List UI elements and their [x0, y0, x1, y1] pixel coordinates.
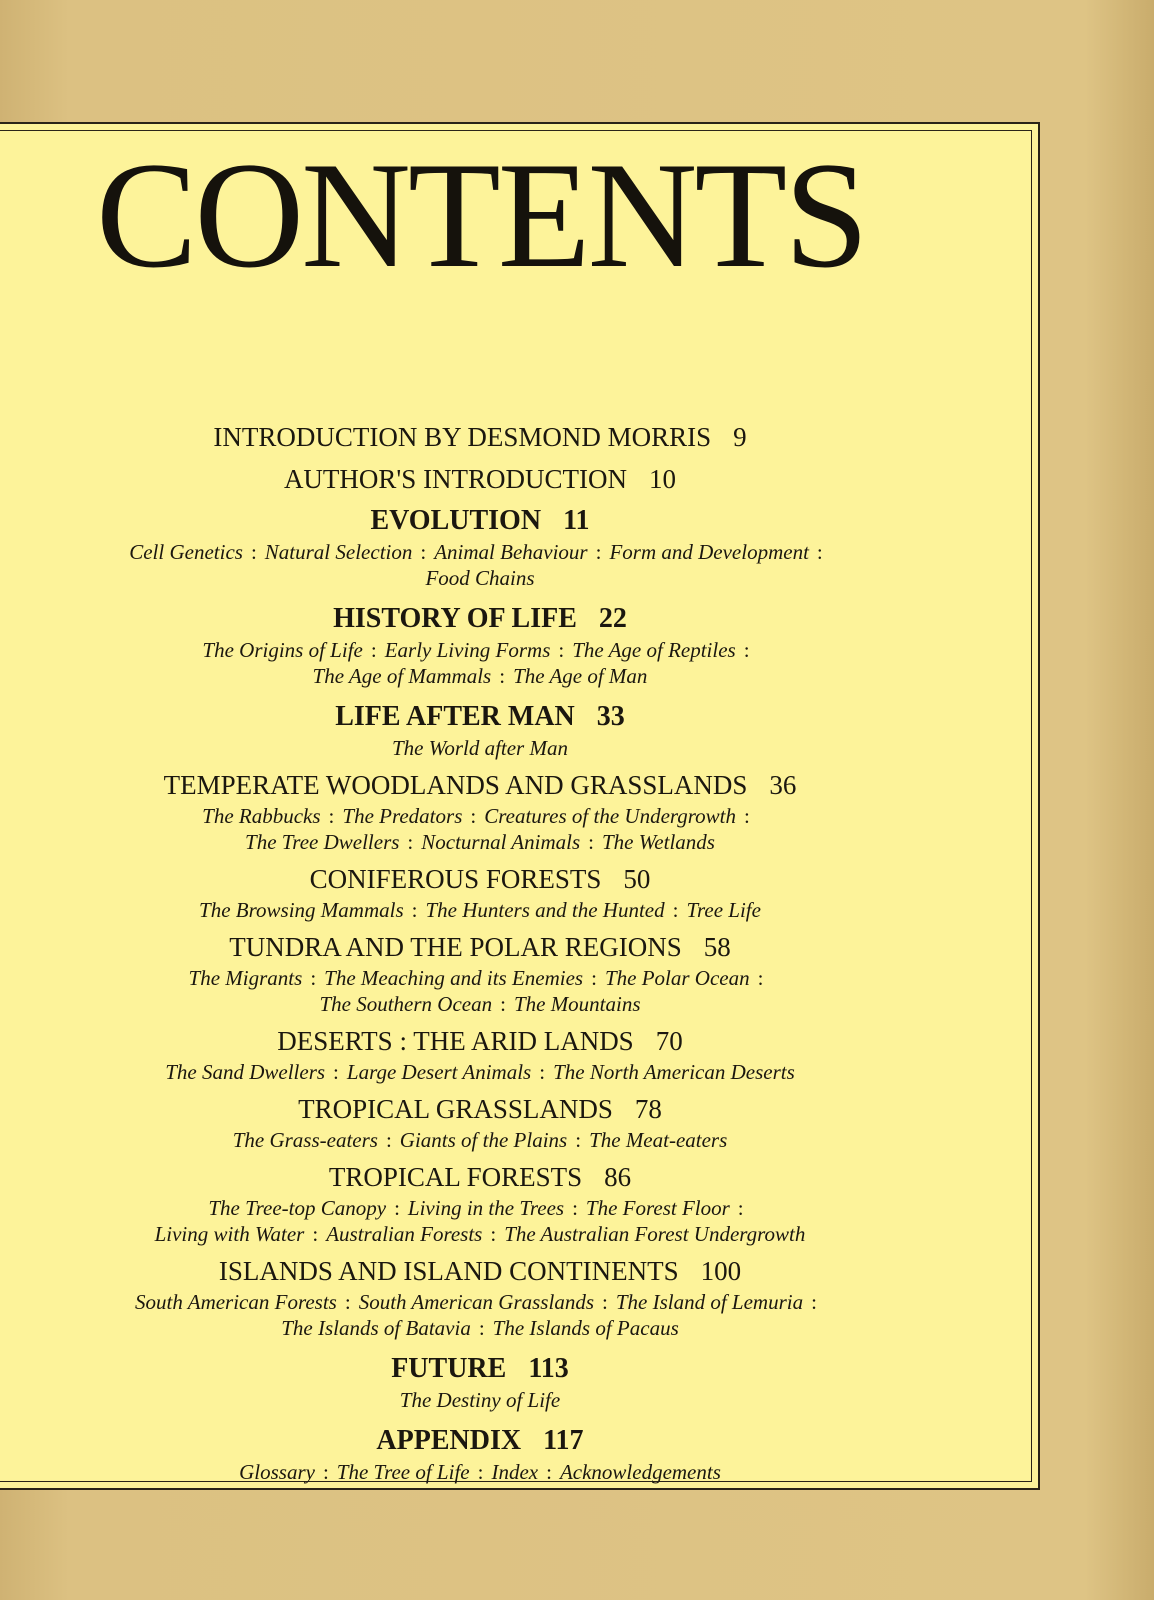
entry-subtopics	[100, 991, 860, 1017]
toc-entry-author-intro[interactable]	[100, 461, 860, 497]
entry-title: AUTHOR'S INTRODUCTION	[283, 464, 628, 494]
entry-subtopics	[100, 539, 860, 565]
entry-page: 36	[769, 770, 797, 800]
separator: :	[572, 1196, 578, 1220]
entry-subtopics	[100, 1195, 860, 1221]
separator: :	[744, 804, 750, 828]
separator: :	[575, 1128, 582, 1152]
entry-title: ISLANDS AND ISLAND CONTINENTS	[218, 1256, 679, 1286]
entry-page: 70	[655, 1026, 683, 1056]
entry-subtopics	[100, 1221, 860, 1247]
page-title: CONTENTS	[96, 131, 866, 299]
entry-subtopics	[100, 897, 860, 923]
entry-subtopics	[100, 1127, 860, 1153]
separator: :	[411, 898, 418, 922]
subtopic: Form and Development	[609, 540, 809, 564]
separator: :	[385, 1128, 392, 1152]
subtopic: Giants of the Plains	[399, 1128, 568, 1152]
separator: :	[546, 1460, 552, 1484]
toc-entry-deserts[interactable]	[100, 1023, 860, 1059]
subtopic: The Islands of Pacaus	[492, 1316, 679, 1340]
subtopic: The Wetlands	[601, 830, 715, 854]
separator: :	[558, 638, 565, 662]
entry-subtopics	[100, 965, 860, 991]
entry-subtopics	[100, 565, 860, 591]
toc-entry-appendix[interactable]	[100, 1423, 860, 1459]
subtopic: Cell Genetics	[129, 540, 243, 564]
separator: :	[394, 1196, 400, 1220]
subtopic: The Tree-top Canopy	[208, 1196, 387, 1220]
separator: :	[816, 540, 823, 564]
subtopic: The Tree Dwellers	[245, 830, 400, 854]
subtopic: Early Living Forms	[384, 638, 551, 662]
entry-page: 10	[649, 464, 677, 494]
subtopic: Large Desert Animals	[346, 1060, 532, 1084]
subtopic: Food Chains	[425, 566, 535, 590]
toc-entry-temperate[interactable]	[100, 767, 860, 803]
entry-subtopics	[100, 1059, 860, 1085]
contents-panel	[0, 122, 1040, 1490]
toc-entry-islands[interactable]	[100, 1253, 860, 1289]
entry-subtopics	[100, 1315, 860, 1341]
entry-page: 117	[543, 1425, 584, 1456]
subtopic: The World after Man	[392, 736, 568, 760]
entry-title: TEMPERATE WOODLANDS AND GRASSLANDS	[163, 770, 748, 800]
subtopic: The Tree of Life	[336, 1460, 470, 1484]
entry-title: APPENDIX	[376, 1425, 522, 1456]
separator: :	[490, 1222, 497, 1246]
subtopic: Index	[491, 1460, 539, 1484]
separator: :	[312, 1222, 319, 1246]
separator: :	[500, 992, 506, 1016]
subtopic: The Meat-eaters	[589, 1128, 728, 1152]
entry-page: 11	[563, 505, 590, 536]
entry-subtopics	[100, 829, 860, 855]
separator: :	[407, 830, 414, 854]
subtopic: South American Forests	[135, 1290, 337, 1314]
toc-entry-intro-morris[interactable]	[100, 419, 860, 455]
entry-page: 100	[700, 1256, 742, 1286]
separator: :	[602, 1290, 608, 1314]
subtopic: The North American Deserts	[553, 1060, 795, 1084]
subtopic: The Sand Dwellers	[165, 1060, 326, 1084]
separator: :	[370, 638, 377, 662]
entry-title: TUNDRA AND THE POLAR REGIONS	[229, 932, 682, 962]
subtopic: The Age of Mammals	[312, 664, 492, 688]
table-of-contents	[100, 419, 860, 1485]
subtopic: The Forest Floor	[585, 1196, 730, 1220]
subtopic: The Island of Lemuria	[615, 1290, 804, 1314]
entry-subtopics	[100, 1387, 860, 1413]
subtopic: Tree Life	[686, 898, 761, 922]
separator: :	[672, 898, 679, 922]
entry-title: DESERTS : THE ARID LANDS	[277, 1026, 634, 1056]
toc-entry-evolution[interactable]	[100, 503, 860, 539]
separator: :	[250, 540, 257, 564]
entry-title: HISTORY OF LIFE	[333, 603, 577, 634]
subtopic: The Predators	[342, 804, 463, 828]
subtopic: South American Grasslands	[358, 1290, 594, 1314]
entry-page: 78	[634, 1094, 662, 1124]
toc-entry-tundra[interactable]	[100, 929, 860, 965]
entry-title: CONIFEROUS FORESTS	[309, 864, 602, 894]
entry-page: 113	[528, 1353, 569, 1384]
entry-subtopics	[100, 637, 860, 663]
separator: :	[743, 638, 750, 662]
entry-subtopics	[100, 735, 860, 761]
separator: :	[310, 966, 317, 990]
separator: :	[595, 540, 602, 564]
separator: :	[811, 1290, 817, 1314]
entry-page: 50	[623, 864, 651, 894]
subtopic: The Grass-eaters	[232, 1128, 378, 1152]
separator: :	[499, 664, 506, 688]
subtopic: The Age of Man	[513, 664, 648, 688]
subtopic: The Age of Reptiles	[572, 638, 736, 662]
toc-entry-tropical-grasslands[interactable]	[100, 1091, 860, 1127]
separator: :	[588, 830, 594, 854]
toc-entry-coniferous[interactable]	[100, 861, 860, 897]
separator: :	[344, 1290, 351, 1314]
subtopic: Acknowledgements	[559, 1460, 721, 1484]
subtopic: Glossary	[239, 1460, 315, 1484]
entry-page: 22	[598, 603, 627, 634]
separator: :	[420, 540, 427, 564]
separator: :	[478, 1316, 485, 1340]
separator: :	[477, 1460, 484, 1484]
toc-entry-future[interactable]	[100, 1351, 860, 1387]
subtopic: The Meaching and its Enemies	[324, 966, 584, 990]
entry-title: TROPICAL FORESTS	[328, 1162, 583, 1192]
toc-entry-history[interactable]	[100, 601, 860, 637]
entry-page: 33	[596, 701, 625, 732]
separator: :	[737, 1196, 744, 1220]
subtopic: The Mountains	[513, 992, 641, 1016]
subtopic: The Islands of Batavia	[281, 1316, 471, 1340]
subtopic: The Destiny of Life	[399, 1388, 561, 1412]
entry-subtopics	[100, 663, 860, 689]
entry-title: EVOLUTION	[370, 505, 542, 536]
entry-subtopics	[100, 1289, 860, 1315]
entry-subtopics	[100, 803, 860, 829]
separator: :	[333, 1060, 339, 1084]
separator: :	[322, 1460, 329, 1484]
subtopic: The Browsing Mammals	[199, 898, 404, 922]
separator: :	[328, 804, 335, 828]
subtopic: The Origins of Life	[202, 638, 363, 662]
subtopic: Natural Selection	[264, 540, 413, 564]
entry-page: 9	[733, 422, 747, 452]
separator: :	[591, 966, 597, 990]
toc-entry-tropical-forests[interactable]	[100, 1159, 860, 1195]
subtopic: Creatures of the Undergrowth	[484, 804, 737, 828]
subtopic: The Migrants	[188, 966, 303, 990]
subtopic: Australian Forests	[326, 1222, 483, 1246]
entry-title: TROPICAL GRASSLANDS	[298, 1094, 613, 1124]
subtopic: Animal Behaviour	[434, 540, 588, 564]
separator: :	[757, 966, 764, 990]
subtopic: The Rabbucks	[202, 804, 321, 828]
entry-subtopics	[100, 1459, 860, 1485]
subtopic: Nocturnal Animals	[421, 830, 581, 854]
entry-title: INTRODUCTION BY DESMOND MORRIS	[213, 422, 712, 452]
entry-page: 58	[703, 932, 731, 962]
subtopic: The Southern Ocean	[319, 992, 493, 1016]
separator: :	[539, 1060, 546, 1084]
separator: :	[470, 804, 477, 828]
entry-title: FUTURE	[391, 1353, 507, 1384]
entry-page: 86	[604, 1162, 632, 1192]
subtopic: Living with Water	[154, 1222, 305, 1246]
subtopic: Living in the Trees	[407, 1196, 565, 1220]
entry-title: LIFE AFTER MAN	[335, 701, 575, 732]
toc-entry-life-after-man[interactable]	[100, 699, 860, 735]
subtopic: The Polar Ocean	[604, 966, 750, 990]
subtopic: The Hunters and the Hunted	[425, 898, 665, 922]
subtopic: The Australian Forest Undergrowth	[504, 1222, 806, 1246]
